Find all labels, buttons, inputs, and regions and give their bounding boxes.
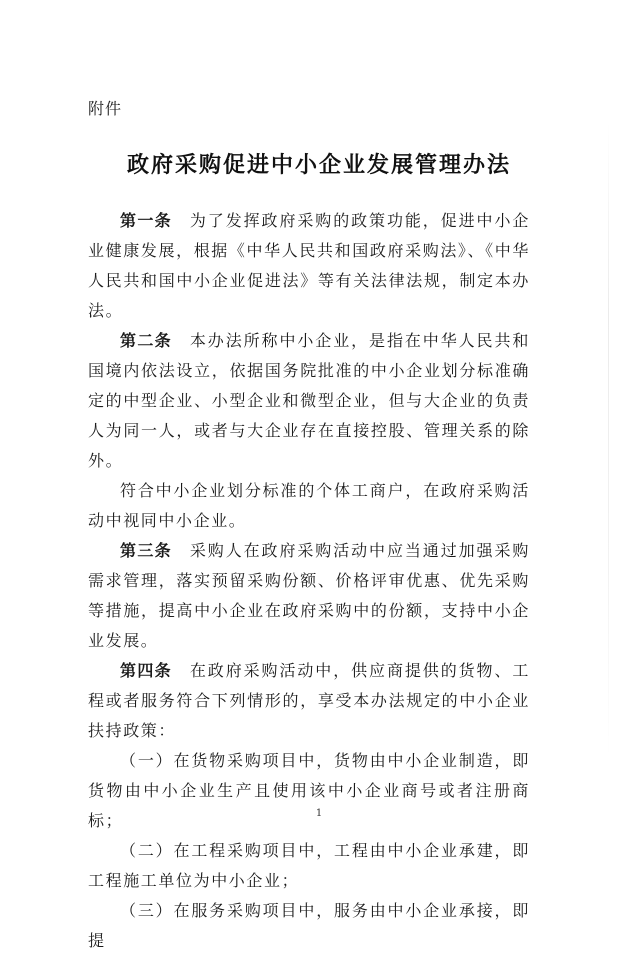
- page-number: 1: [315, 808, 323, 819]
- article-text: 采购人在政府采购活动中应当通过加强采购需求管理，落实预留采购份额、价格评审优惠、优先采购等措施，提高中小企业在政府采购中的份额，支持中小企业发展。: [88, 541, 530, 650]
- article-heading: 第二条: [120, 331, 172, 350]
- article-heading: 第三条: [120, 541, 172, 560]
- article-text: （三）在服务采购项目中，服务由中小企业承接，即提: [88, 901, 530, 950]
- attachment-label: 附件: [88, 99, 123, 118]
- article-text: 在政府采购活动中，供应商提供的货物、工程或者服务符合下列情形的，享受本办法规定的中小企业扶持政策：: [88, 661, 530, 740]
- article-text: （一）在货物采购项目中，货物由中小企业制造，即货物由中小企业生产且使用该中小企业商号或者注册商标；: [88, 751, 530, 830]
- article-4: [88, 656, 530, 746]
- scan-edge-shadow: [608, 120, 609, 760]
- article-4-item-3: [88, 896, 530, 956]
- article-text: 本办法所称中小企业，是指在中华人民共和国境内依法设立，依据国务院批准的中小企业划分标准确定的中型企业、小型企业和微型企业，但与大企业的负责人为同一人，或者与大企业存在直接控股、管理关系的除外。: [88, 331, 530, 470]
- document-title: 政府采购促进中小企业发展管理办法: [126, 152, 511, 178]
- article-1: [88, 206, 530, 326]
- article-text: （二）在工程采购项目中，工程由中小企业承建，即工程施工单位为中小企业；: [88, 841, 530, 890]
- article-4-item-2: [88, 836, 530, 896]
- article-4-item-1: [88, 746, 530, 836]
- article-text: 为了发挥政府采购的政策功能，促进中小企业健康发展，根据《中华人民共和国政府采购法》、《中华人民共和国中小企业促进法》等有关法律法规，制定本办法。: [88, 211, 530, 320]
- article-3: [88, 536, 530, 656]
- article-2: [88, 326, 530, 476]
- article-heading: 第四条: [120, 661, 172, 680]
- document-body: [88, 206, 530, 956]
- article-text: 符合中小企业划分标准的个体工商户，在政府采购活动中视同中小企业。: [88, 481, 530, 530]
- article-2-paragraph-2: [88, 476, 530, 536]
- article-heading: 第一条: [120, 211, 172, 230]
